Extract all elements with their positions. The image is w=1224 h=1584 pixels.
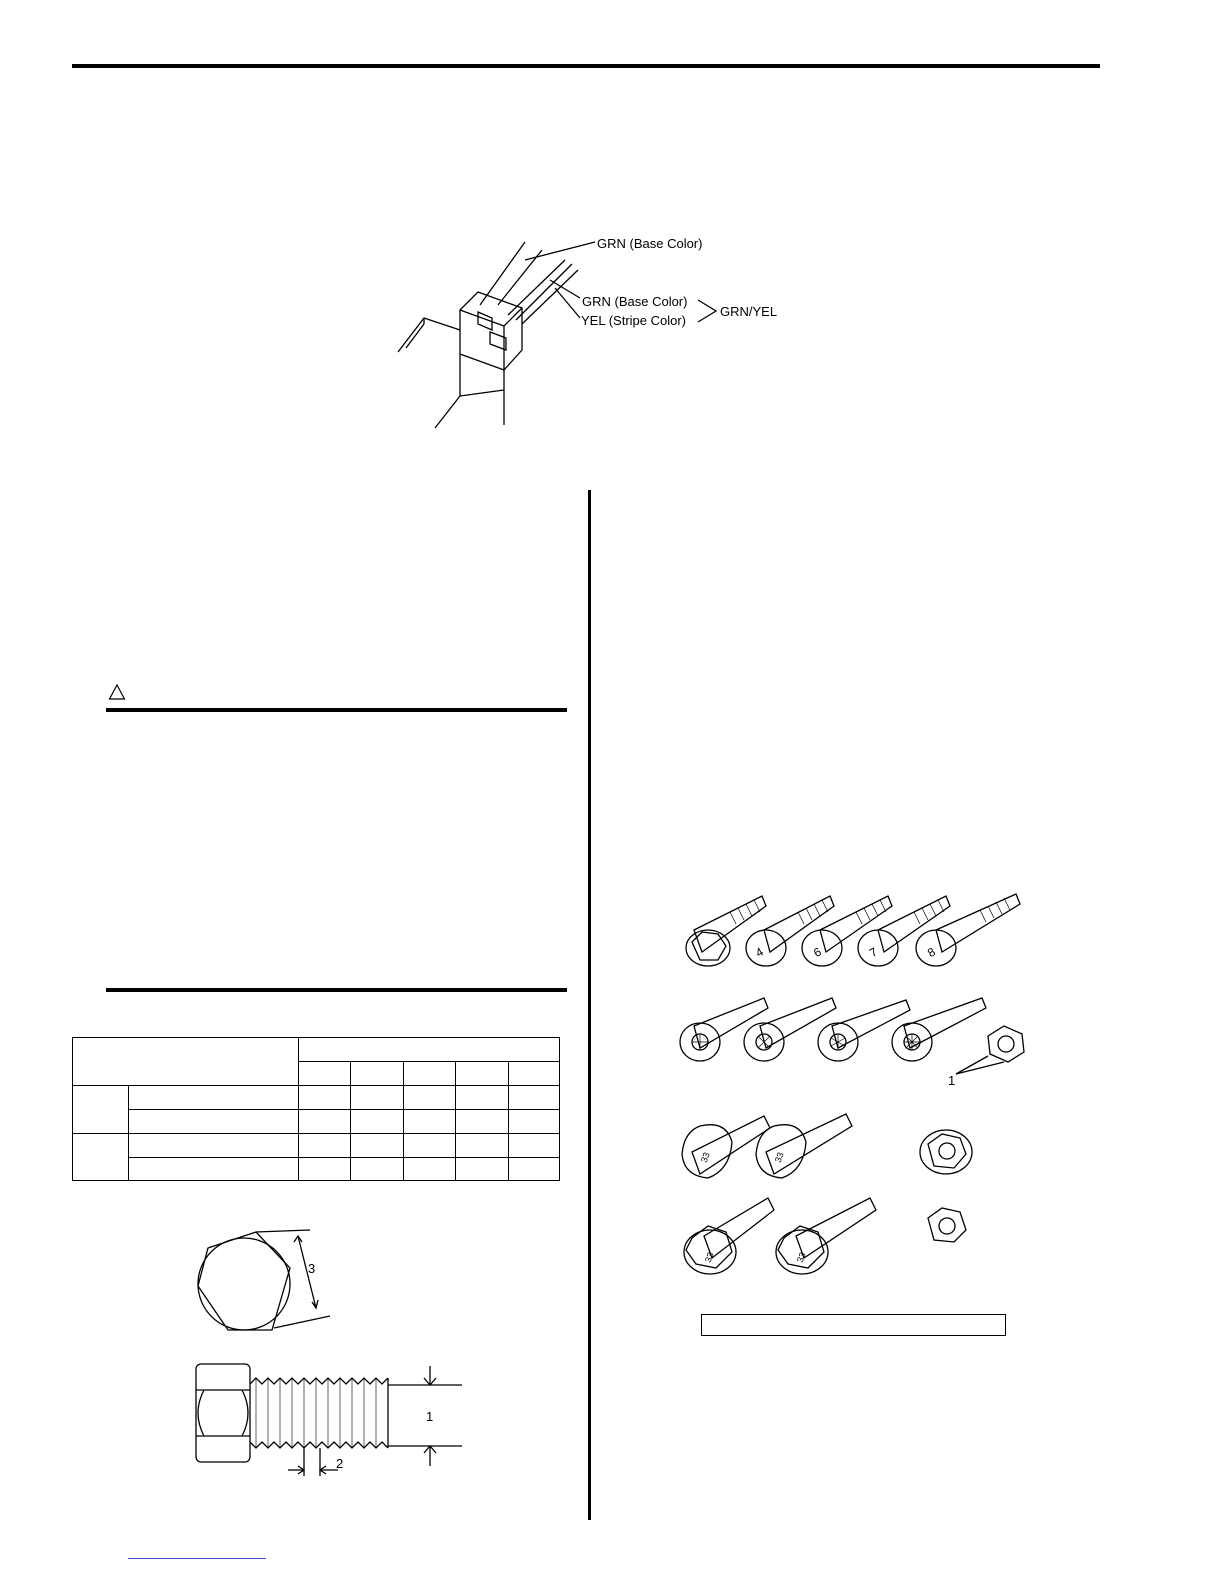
- table-cell: [404, 1062, 456, 1086]
- head-mark-8: 8: [925, 944, 938, 961]
- table-cell: [299, 1062, 351, 1086]
- column-divider: [588, 490, 591, 1520]
- table-cell: [509, 1062, 560, 1086]
- table-header-group: [299, 1038, 560, 1062]
- label-base-color: GRN (Base Color): [582, 294, 688, 309]
- table-cell: [509, 1158, 560, 1181]
- bolt-marking-figure: [670, 880, 1040, 1290]
- table-cell: [456, 1110, 509, 1134]
- label-stripe-color: YEL (Stripe Color): [581, 313, 686, 328]
- table-cell: [456, 1158, 509, 1181]
- table-cell: [129, 1086, 299, 1110]
- table-cell: [299, 1110, 351, 1134]
- head-mark-33-a: 33: [698, 1150, 712, 1164]
- table-row: [73, 1158, 560, 1181]
- table-cell: [456, 1062, 509, 1086]
- label-combined-color: GRN/YEL: [720, 304, 778, 319]
- table-cell: [351, 1110, 404, 1134]
- thread-callout-1: 1: [426, 1409, 434, 1424]
- spec-table: [72, 1037, 560, 1181]
- footer-link[interactable]: [128, 1558, 266, 1559]
- table-cell: [129, 1134, 299, 1158]
- table-cell: [73, 1134, 129, 1181]
- table-row: [73, 1086, 560, 1110]
- bolt-callout-1: 1: [948, 1073, 956, 1088]
- table-cell: [73, 1086, 129, 1134]
- table-row: [73, 1134, 560, 1158]
- head-mark-6: 6: [811, 944, 824, 961]
- table-cell: [509, 1134, 560, 1158]
- table-cell: [404, 1110, 456, 1134]
- head-mark-33-d: 33: [794, 1250, 808, 1264]
- caution-top-rule: [106, 708, 567, 712]
- table-cell: [299, 1134, 351, 1158]
- table-cell: [351, 1086, 404, 1110]
- table-cell: [404, 1158, 456, 1181]
- table-cell: [456, 1086, 509, 1110]
- figure-caption-box: [701, 1314, 1006, 1336]
- table-row: [73, 1038, 560, 1062]
- table-cell: [351, 1062, 404, 1086]
- table-cell: [129, 1110, 299, 1134]
- thread-callout-2: 2: [336, 1456, 344, 1471]
- thread-dimension-figure: [190, 1220, 480, 1482]
- top-rule: [72, 64, 1100, 68]
- warning-triangle-icon: [108, 683, 126, 701]
- head-mark-4: 4: [753, 944, 766, 961]
- table-row: [73, 1110, 560, 1134]
- table-cell: [404, 1086, 456, 1110]
- wire-color-figure: [380, 220, 800, 435]
- table-cell: [129, 1158, 299, 1181]
- table-cell: [351, 1158, 404, 1181]
- table-header-item: [73, 1038, 299, 1086]
- caution-bottom-rule: [106, 988, 567, 992]
- table-cell: [509, 1086, 560, 1110]
- label-base-color-top: GRN (Base Color): [597, 236, 703, 251]
- table-cell: [456, 1134, 509, 1158]
- head-mark-7: 7: [867, 944, 880, 961]
- head-mark-33-b: 33: [772, 1150, 786, 1164]
- thread-callout-3: 3: [308, 1261, 316, 1276]
- table-cell: [351, 1134, 404, 1158]
- table-cell: [299, 1158, 351, 1181]
- table-cell: [299, 1086, 351, 1110]
- head-mark-33-c: 33: [702, 1250, 716, 1264]
- table-cell: [509, 1110, 560, 1134]
- table-cell: [404, 1134, 456, 1158]
